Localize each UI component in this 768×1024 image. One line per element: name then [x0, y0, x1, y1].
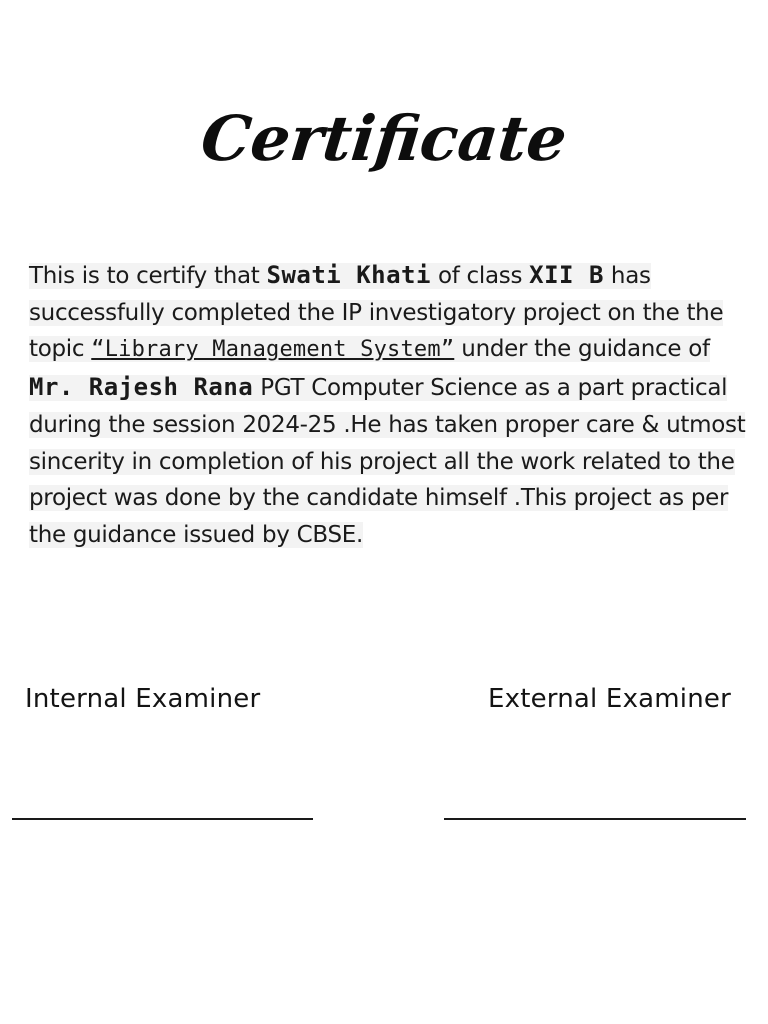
body-text-part-4: under the guidance of — [454, 336, 710, 363]
project-topic: “Library Management System” — [91, 337, 455, 363]
body-text-part-2: of class — [430, 263, 530, 289]
page-title: Certificate — [197, 102, 571, 175]
body-text-part-3: has successfully completed the IP investigatory project on the the topic — [29, 263, 724, 363]
certificate-body-text — [29, 263, 745, 548]
external-signature-line — [444, 818, 746, 820]
certificate-body — [29, 257, 754, 554]
body-text-part-5: PGT Computer Science as a part practical during the session 2024-25 .He has taken proper care & utmost sincerity in completion of his project all the work related to the project was done by the candidate himself .This project as per the guidance issued by CBSE. — [29, 375, 746, 548]
class-name: XII B — [529, 261, 604, 289]
internal-signature-line — [12, 818, 313, 820]
guide-name: Mr. Rajesh Rana — [29, 373, 254, 402]
internal-examiner-label: Internal Examiner — [25, 684, 261, 714]
body-text-part-1: This is to certify that — [29, 263, 267, 289]
student-name: Swati Khati — [266, 261, 431, 289]
external-examiner-label: External Examiner — [488, 684, 731, 714]
